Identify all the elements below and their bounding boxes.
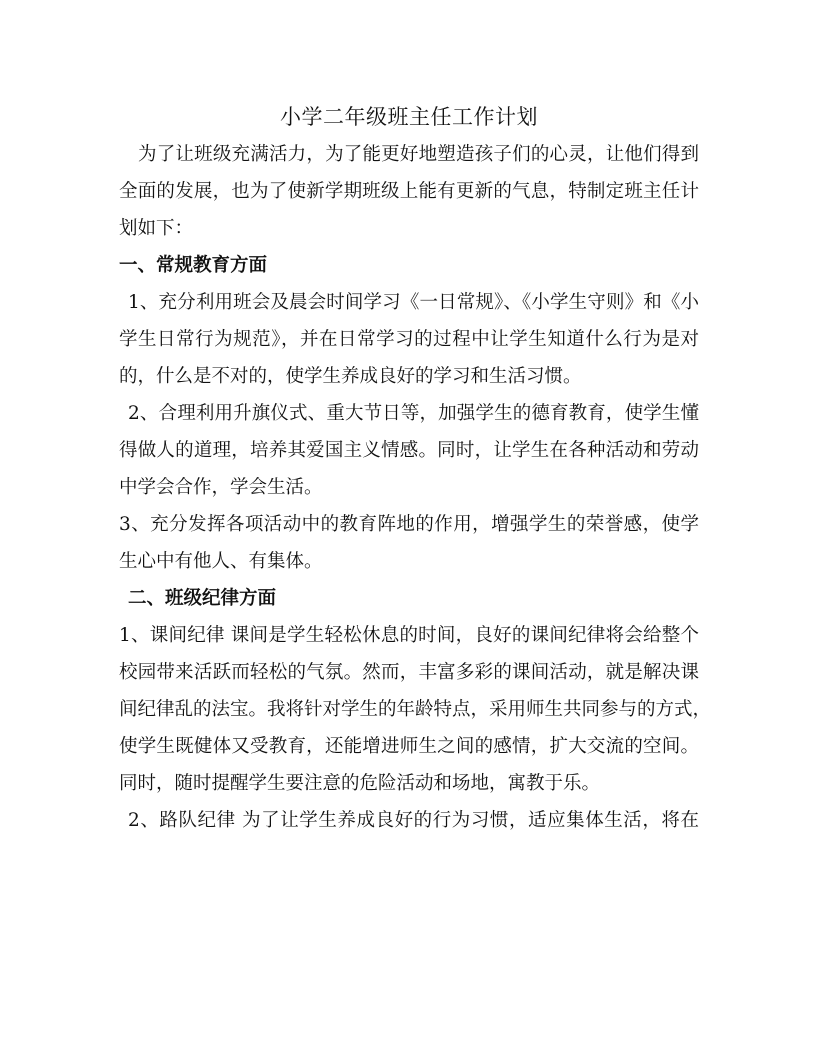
text-line: 同时，随时提醒学生要注意的危险活动和场地，寓教于乐。 [119,773,601,794]
text-line: 为了让班级充满活力，为了能更好地塑造孩子们的心灵，让他们得到 [138,144,699,165]
text-line: 使学生既健体又受教育，还能增进师生之间的感情，扩大交流的空间。 [119,736,699,757]
document-page [119,102,712,839]
section-heading-routine-education: 一、常规教育方面 [119,255,268,276]
section1-item2-paragraph [119,395,699,506]
text-line: 间纪律乱的法宝。我将针对学生的年龄特点，采用师生共同参与的方式， [119,699,712,720]
section2-item2-paragraph [119,802,699,839]
section1-item1-paragraph [119,284,699,395]
section-heading-class-discipline: 二、班级纪律方面 [128,588,277,609]
section1-item3-paragraph [119,506,699,580]
text-line: 2、路队纪律 为了让学生养成良好的行为习惯，适应集体生活，将在 [128,810,699,831]
text-line: 的，什么是不对的，使学生养成良好的学习和生活习惯。 [119,366,582,387]
text-line: 2、合理利用升旗仪式、重大节日等，加强学生的德育教育，使学生懂 [128,403,699,424]
text-line: 生心中有他人、有集体。 [119,551,323,572]
section2-item1-paragraph [119,617,712,802]
text-line: 中学会合作，学会生活。 [119,477,323,498]
text-line: 全面的发展，也为了使新学期班级上能有更新的气息，特制定班主任计 [119,181,699,202]
text-line: 1、课间纪律 课间是学生轻松休息的时间，良好的课间纪律将会给整个 [119,625,699,646]
text-line: 3、充分发挥各项活动中的教育阵地的作用，增强学生的荣誉感，使学 [119,514,699,535]
text-line: 学生日常行为规范》，并在日常学习的过程中让学生知道什么行为是对 [119,329,699,350]
text-line: 1、充分利用班会及晨会时间学习《一日常规》、《小学生守则》和《小 [128,292,699,313]
text-line: 校园带来活跃而轻松的气氛。然而，丰富多彩的课间活动，就是解决课 [119,662,699,683]
text-line: 划如下： [119,218,194,239]
text-line: 得做人的道理，培养其爱国主义情感。同时，让学生在各种活动和劳动 [119,440,699,461]
document-title: 小学二年级班主任工作计划 [280,105,538,129]
intro-paragraph [119,136,699,247]
